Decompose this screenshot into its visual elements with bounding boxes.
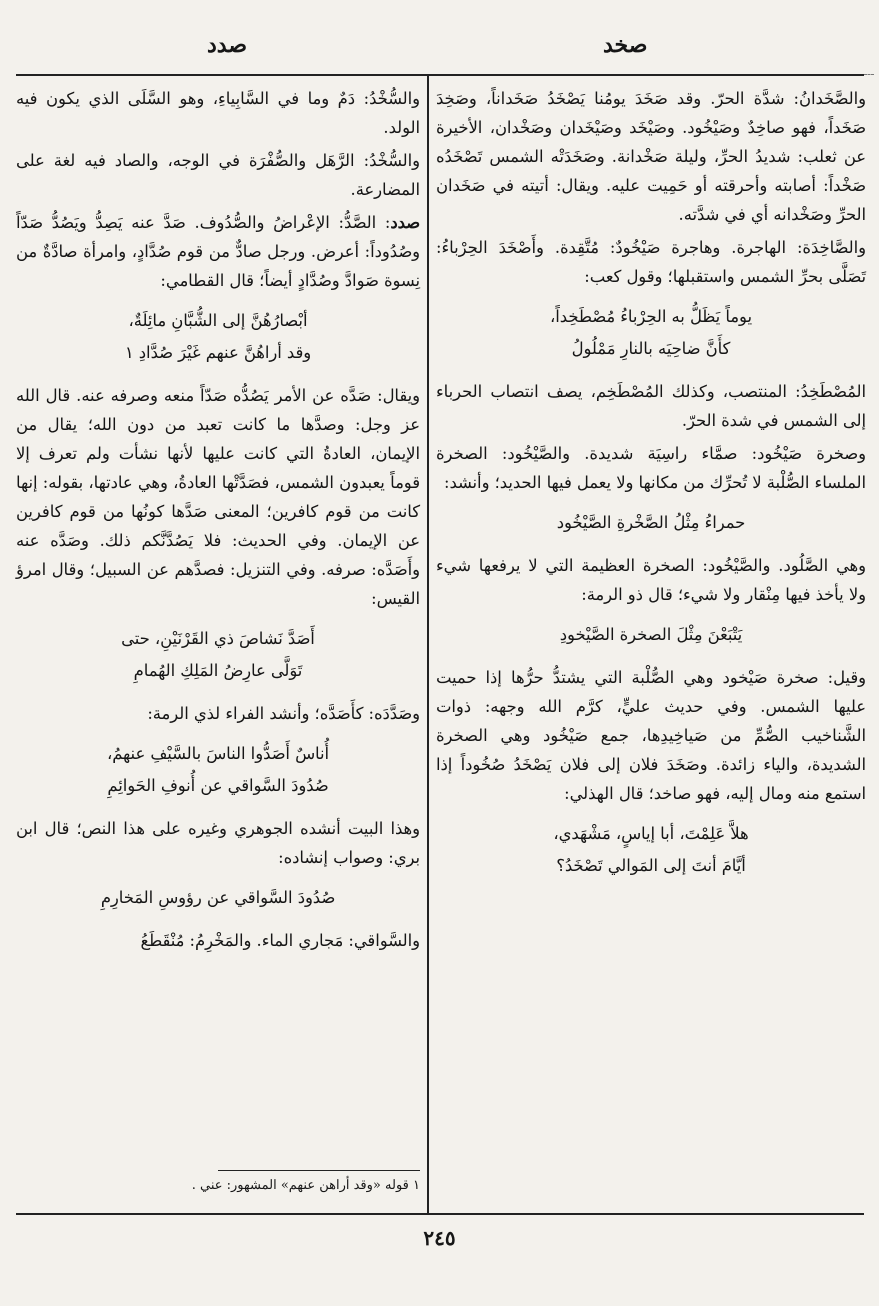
- verse-line: أَصَدَّ نَشاصَ ذي القَرْنَيْنِ، حتى: [121, 629, 315, 648]
- paragraph: وصخرة صَيْخُود: صمَّاء راسِيَة شديدة. والصَّيْخُود: الصخرة الملساء الصُّلْبة لا تُحرِّك من مكانها ولا يعمل فيها الحديد؛ وأنشد:: [436, 444, 866, 492]
- verse: [436, 507, 866, 539]
- header-keyword-left: صدد: [207, 32, 248, 58]
- verse: [16, 305, 420, 369]
- paragraph: والسَّواقي: مَجاري الماء. والمَخْرِمُ: مُنْقَطَعُ: [140, 931, 420, 950]
- entry-paragraph: [16, 208, 420, 295]
- left-column: [16, 84, 420, 959]
- verse: [16, 623, 420, 687]
- verse-line: صُدُودَ السَّواقي عن رؤوسِ المَخارِمِ: [100, 888, 336, 907]
- header-keyword-right: صخد: [603, 32, 648, 58]
- column-divider: [427, 74, 429, 1213]
- paragraph: والسُّخْدُ: الرَّهَل والصُّفْرَة في الوجه، والصاد فيه لغة على المضارعة.: [16, 151, 420, 199]
- verse-line: وقد أراهُنَّ عنهم غَيْرَ صُدَّادِ ١: [124, 343, 312, 362]
- footnote: ١ قوله «وقد أراهن عنهم» المشهور: عني .: [191, 1178, 420, 1193]
- verse-line: تَوَلَّى عارِضُ المَلِكِ الهُمامِ: [133, 661, 303, 680]
- verse-line: يَتْبَعْنَ مِثْلَ الصخرة الصَّيْخودِ: [559, 625, 743, 644]
- paragraph: وقيل: صخرة صَيْخود وهي الصُّلْبة التي يشتدُّ حرُّها إذا حميت عليها الشمس. وفي حديث عليٍّ، كرَّم الله وجهه: ذوات الشَّناخيب الصُّمِّ من صَياخِيدِها، جمع صَيْخُود وهي الصخرة الشديدة، والياء زائدة. وصَخَدَ فلان إلى فلان يَصْخَدُ صُخُوداً إذا استمع منه ومال إليه، فهو صاخد؛ قال الهذلي:: [436, 668, 866, 803]
- paragraph: والصَّاخِدَة: الهاجرة. وهاجرة صَيْخُودٌ: مُتَّقِدة. وأَصْخَدَ الحِرْباءُ: تَصَلَّى بحرِّ الشمس واستقبلها؛ وقول كعب:: [436, 238, 866, 286]
- top-rule: [16, 74, 864, 76]
- paragraph: وهذا البيت أنشده الجوهري وغيره على هذا النص؛ قال ابن بري: وصواب إنشاده:: [16, 819, 420, 867]
- footnote-rule: [218, 1170, 420, 1171]
- entry-text: : الصَّدُّ: الإعْراضُ والصُّدُوف. صَدَّ عنه يَصِدُّ ويَصُدُّ صَدّاً وصُدُوداً: أعرض. ورجل صادٌّ من قوم صُدَّادٍ، وامرأة صادَّةٌ من نِسوة صَوادَّ وصُدَّادٍ أيضاً؛ قال القطامي:: [16, 213, 420, 290]
- paragraph: المُصْطَخِدُ: المنتصب، وكذلك المُصْطَخِم، يصف انتصاب الحرباء إلى الشمس في شدة الحرّ.: [436, 382, 866, 430]
- verse: [16, 738, 420, 802]
- paragraph: والصَّخَدانُ: شدَّة الحرّ. وقد صَخَدَ يومُنا يَصْخَدُ صَخَداناً، وصَخِدَ صَخَداً، فهو صاخِدٌ وصَيْخُود. وصَيْخَد وصَيْخَدان وصَخْدان، الأخيرة عن ثعلب: شديدُ الحرِّ، وليلة صَخْدانة. وصَخَدَتْه الشمس تَصْخَدُه صَخْداً: أصابته وأحرقته أو حَمِيت عليه. ويقال: أتيته في صَخَدان الحرِّ وصَخْدانه أي في شدَّته.: [436, 89, 866, 224]
- entry-headword: صدد: [390, 213, 420, 232]
- paragraph: والسُّخْدُ: دَمٌ وما في السَّابِياءِ، وهو السَّلَى الذي يكون فيه الولد.: [16, 89, 420, 137]
- verse-line: هلاَّ عَلِمْتَ، أبا إياسٍ، مَشْهَدي،: [553, 824, 749, 843]
- verse-line: كأَنَّ ضاحِيَه بالنارِ مَمْلُولُ: [571, 339, 731, 358]
- right-column: [436, 84, 866, 894]
- verse-line: حمراءُ مِثْلُ الصَّخْرةِ الصَّيْخُود: [556, 513, 746, 532]
- verse: [436, 301, 866, 365]
- bottom-rule: [16, 1213, 864, 1215]
- verse: [436, 818, 866, 882]
- top-rule-dash: [864, 74, 874, 75]
- verse-line: يوماً يَظَلُّ به الحِرْباءُ مُصْطَخِداً،: [550, 307, 752, 326]
- verse: [436, 619, 866, 651]
- paragraph: وصَدَّدَه: كأَصَدَّه؛ وأنشد الفراء لذي الرمة:: [147, 704, 420, 723]
- verse-line: أبْصارُهُنَّ إلى الشُّبَّانِ مائِلَةٌ،: [128, 311, 308, 330]
- verse-line: أيَّامَ أنتَ إلى المَوالي تَصْخَدُ؟: [556, 856, 746, 875]
- page-number: ٢٤٥: [423, 1226, 456, 1250]
- verse: [16, 882, 420, 914]
- verse-line: صُدُودَ السَّواقي عن أُنوفِ الحَوائِمِ: [107, 776, 329, 795]
- paragraph: ويقال: صَدَّه عن الأمر يَصُدُّه صَدّاً منعه وصرفه عنه. قال الله عز وجل: وصدَّها ما كانت تعبد من دون الله؛ يقال من الإيمان، العادةُ التي كانت عليها لأنها نشأت ولم تعرف إلا قوماً يعبدون الشمس، فصَدَّتْها العادةُ، وهي عادتها، بقوله: إنها كانت من قوم كافرين؛ المعنى صَدَّها كونُها من قوم كافرين عن الإيمان. وفي الحديث: فلا يَصُدَّنَّكم ذلك. وصَدَّه عنه وأَصَدَّه: صرفه. وفي التنزيل: فصدَّهم عن السبيل؛ وقال امرؤ القيس:: [16, 386, 420, 608]
- verse-line: أُناسٌ أَصَدُّوا الناسَ بالسَّيْفِ عنهمُ،: [106, 744, 330, 763]
- paragraph: وهي الصَّلُود. والصَّيْخُود: الصخرة العظيمة التي لا يرفعها شيء ولا يأخذ فيها مِنْقار ولا شيء؛ قال ذو الرمة:: [436, 556, 866, 604]
